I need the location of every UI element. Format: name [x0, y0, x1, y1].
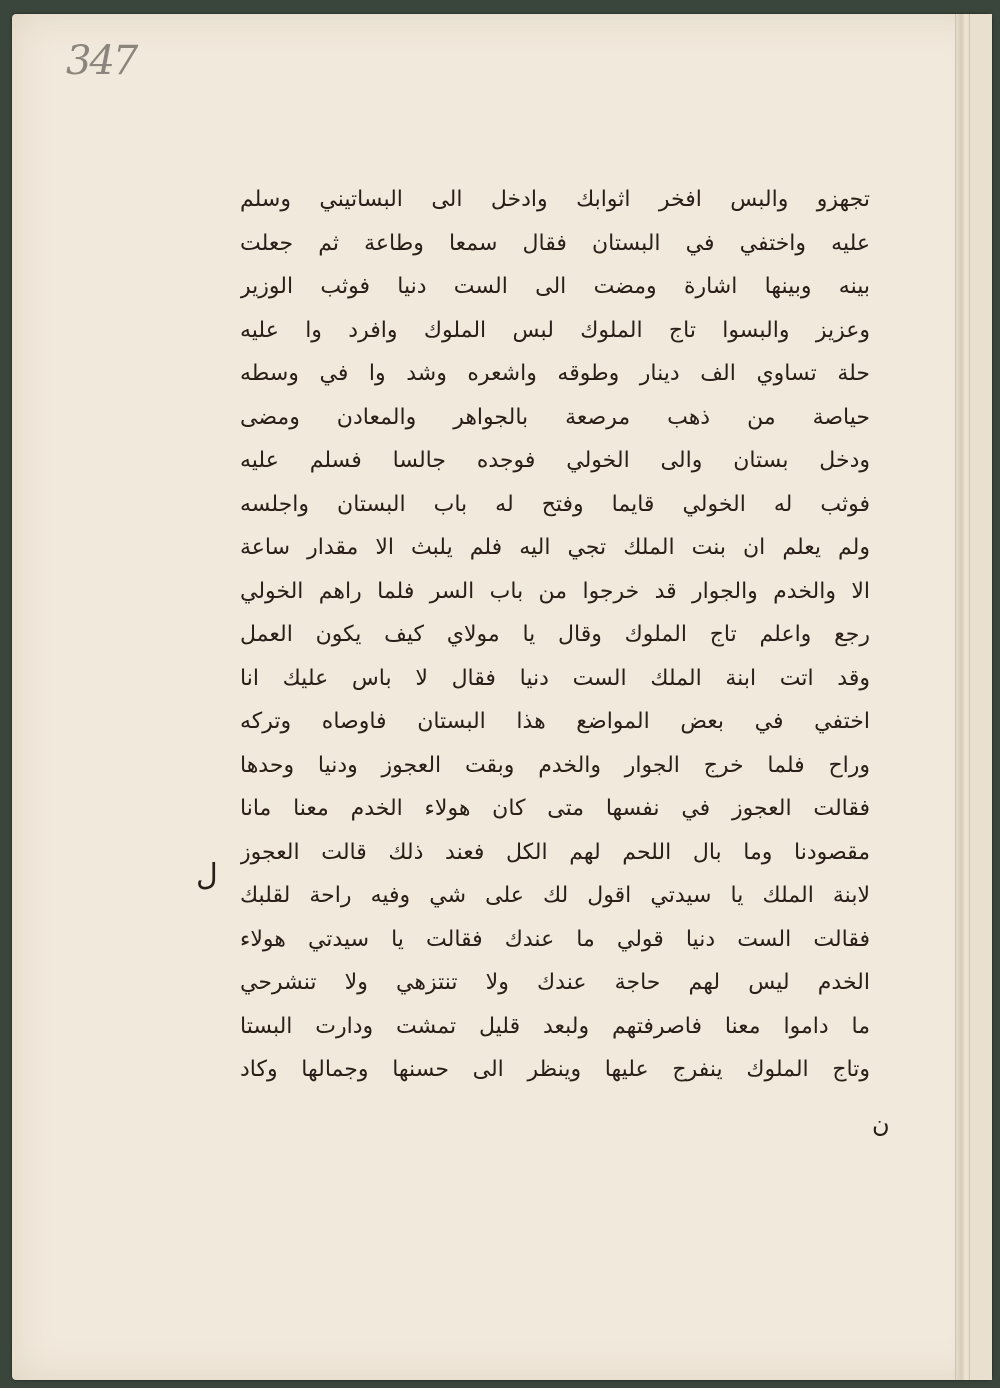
page-edge — [969, 14, 992, 1380]
text-line: الخدم ليس لهم حاجة عندك ولا تنتزهي ولا تنشرحي — [240, 970, 870, 995]
text-line: حياصة من ذهب مرصعة بالجواهر والمعادن ومضى — [240, 404, 870, 430]
text-line: فقالت الست دنيا قولي ما عندك فقالت يا سيدتي هولاء — [240, 926, 870, 952]
text-line: وقد اتت ابنة الملك الست دنيا فقال لا باس عليك انا — [240, 665, 870, 691]
text-line: بينه وبينها اشارة ومضت الى الست دنيا فوثب الوزير — [240, 274, 870, 299]
text-line: رجع واعلم تاج الملوك وقال يا مولاي كيف يكون العمل — [240, 622, 870, 647]
text-line: مقصودنا وما بال اللحم لهم الكل فعند ذلك قالت العجوز — [240, 839, 870, 865]
text-line: ولم يعلم ان بنت الملك تجي اليه فلم يلبث الا مقدار ساعة — [240, 535, 870, 560]
margin-note-left: ل — [196, 858, 218, 893]
text-line: ما داموا معنا فاصرفتهم ولبعد قليل تمشت ودارت البستا — [240, 1013, 870, 1039]
page-fold — [955, 14, 970, 1380]
text-line: فقالت العجوز في نفسها متى كان هولاء الخدم معنا مانا — [240, 796, 870, 821]
text-line: تجهزو والبس افخر اثوابك وادخل الى البساتيني وسلم — [240, 187, 870, 212]
text-block — [240, 178, 870, 1092]
folio-number: 347 — [66, 38, 137, 84]
text-line: لابنة الملك يا سيدتي اقول لك على شي وفيه راحة لقلبك — [240, 883, 870, 908]
text-line: اختفي في بعض المواضع هذا البستان فاوصاه وتركه — [240, 709, 870, 734]
margin-note-right: ن — [872, 1110, 890, 1138]
text-line: ودخل بستان والى الخولي فوجده جالسا فسلم عليه — [240, 448, 870, 473]
text-line: عليه واختفي في البستان فقال سمعا وطاعة ثم جعلت — [240, 230, 870, 256]
text-line: الا والخدم والجوار قد خرجوا من باب السر فلما راهم الخولي — [240, 578, 870, 604]
text-line: وعزيز والبسوا تاج الملوك لبس الملوك وافرد وا عليه — [240, 317, 870, 343]
text-line: حلة تساوي الف دينار وطوقه واشعره وشد وا في وسطه — [240, 361, 870, 386]
text-line: وتاج الملوك ينفرج عليها وينظر الى حسنها وجمالها وكاد — [240, 1057, 870, 1082]
text-line: فوثب له الخولي قايما وفتح له باب البستان واجلسه — [240, 491, 870, 517]
text-line: وراح فلما خرج الجوار والخدم وبقت العجوز ودنيا وحدها — [240, 752, 870, 778]
